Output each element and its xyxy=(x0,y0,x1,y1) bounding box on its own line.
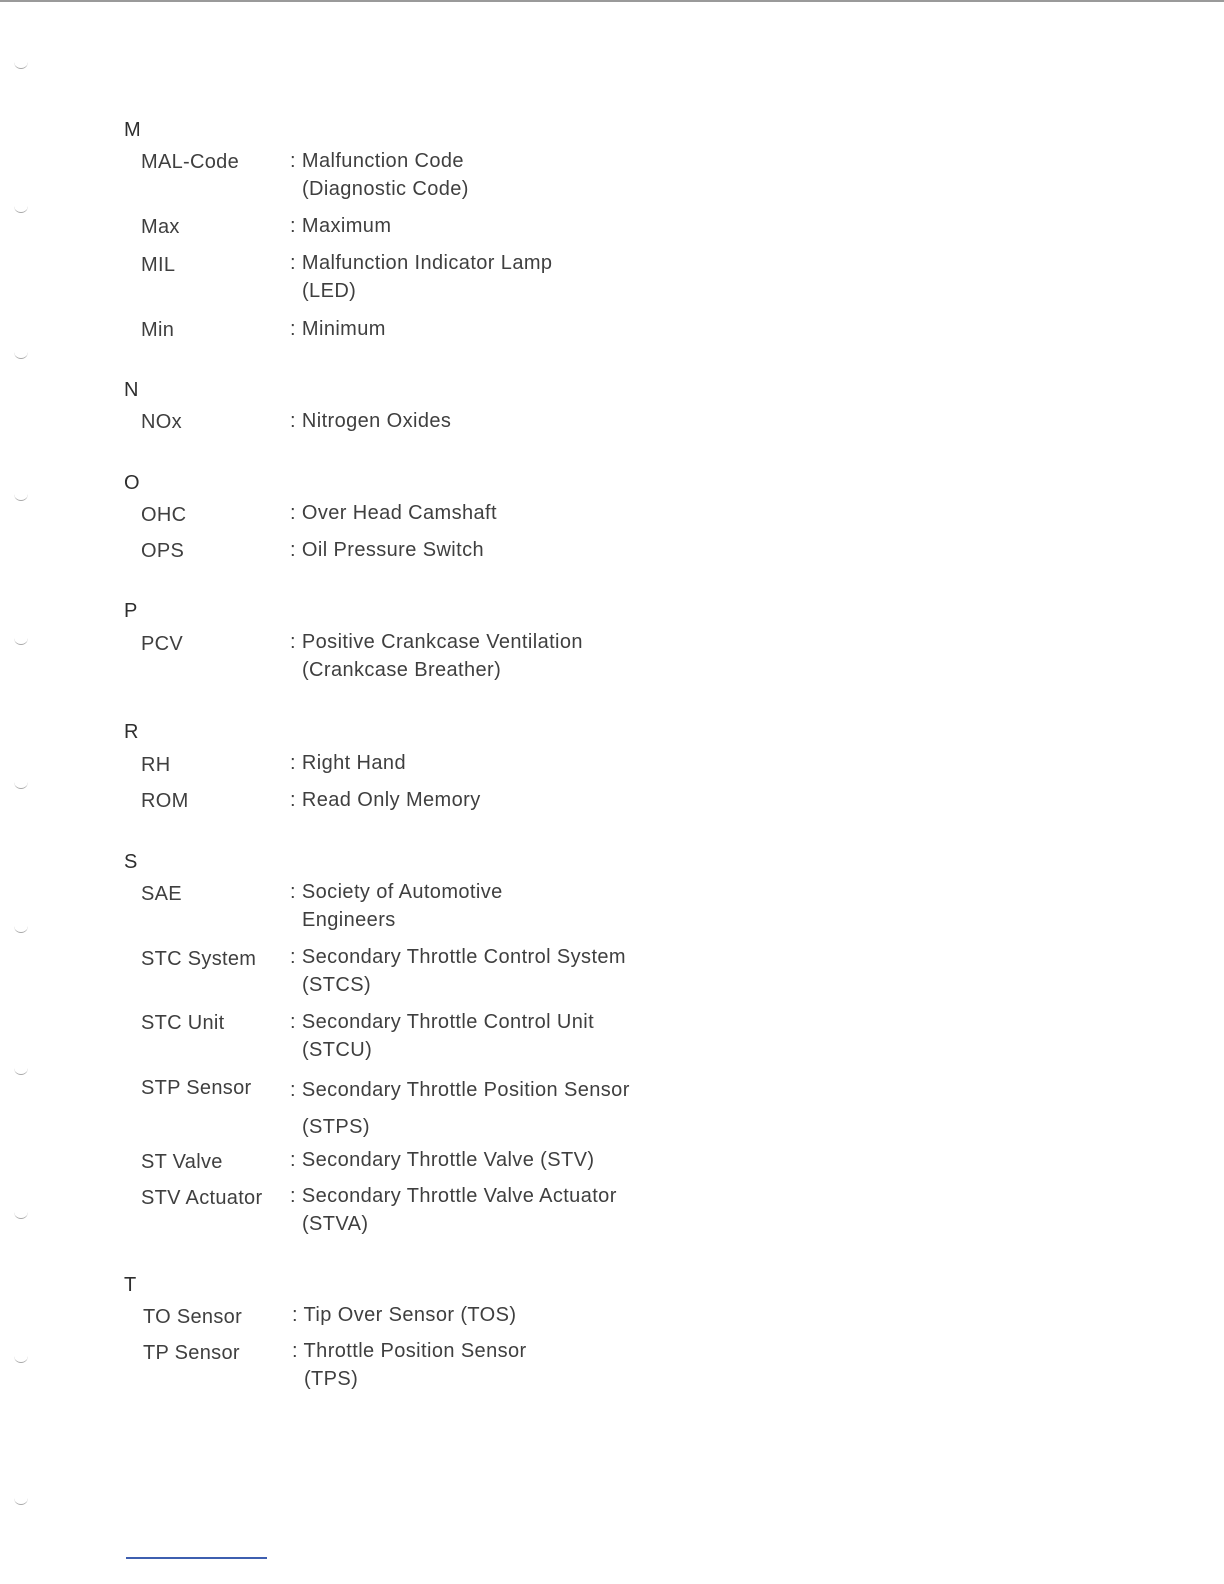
definition-text: : Nitrogen Oxides xyxy=(290,410,452,432)
glossary-term: SAE xyxy=(141,883,182,905)
glossary-term: Min xyxy=(141,319,175,341)
glossary-term: MAL-Code xyxy=(141,151,239,173)
definition-text: : Oil Pressure Switch xyxy=(290,539,485,561)
definition-text: : Throttle Position Sensor xyxy=(292,1340,527,1362)
section-letter-t: T xyxy=(124,1274,137,1296)
section-letter-r: R xyxy=(124,721,139,743)
definition-continuation: (TPS) xyxy=(304,1368,359,1390)
binder-hole-mark xyxy=(14,782,28,789)
glossary-term: RH xyxy=(141,754,171,776)
glossary-term: OHC xyxy=(141,504,187,526)
binder-hole-mark xyxy=(14,926,28,933)
definition-text: : Secondary Throttle Control Unit xyxy=(290,1011,595,1033)
glossary-definition xyxy=(290,147,469,203)
glossary-definition xyxy=(290,315,386,343)
definition-continuation: (Crankcase Breather) xyxy=(302,659,502,681)
glossary-definition xyxy=(290,878,503,934)
glossary-definition xyxy=(290,249,552,305)
definition-text: : Tip Over Sensor (TOS) xyxy=(292,1304,517,1326)
glossary-definition xyxy=(290,536,484,564)
definition-continuation: (STPS) xyxy=(302,1116,370,1138)
binder-hole-mark xyxy=(14,206,28,213)
footer-rule xyxy=(126,1557,267,1559)
binder-hole-mark xyxy=(14,638,28,645)
definition-continuation: Engineers xyxy=(302,909,396,931)
glossary-definition xyxy=(290,1072,630,1146)
glossary-definition xyxy=(292,1301,516,1329)
definition-text: : Society of Automotive xyxy=(290,881,503,903)
scan-top-edge xyxy=(0,0,1224,6)
definition-continuation: (STCS) xyxy=(302,974,372,996)
definition-text: : Malfunction Code xyxy=(290,150,464,172)
section-letter-n: N xyxy=(124,379,139,401)
glossary-definition xyxy=(290,212,391,240)
section-letter-p: P xyxy=(124,600,138,622)
glossary-term: ST Valve xyxy=(141,1151,223,1173)
definition-continuation: (STVA) xyxy=(302,1213,369,1235)
section-letter-o: O xyxy=(124,472,140,494)
glossary-term: PCV xyxy=(141,633,184,655)
definition-continuation: (LED) xyxy=(302,280,357,302)
binder-hole-mark xyxy=(14,1498,28,1505)
glossary-term: TO Sensor xyxy=(143,1306,243,1328)
glossary-term: ROM xyxy=(141,790,189,812)
glossary-term: STC System xyxy=(141,948,257,970)
binder-hole-mark xyxy=(14,352,28,359)
glossary-term: TP Sensor xyxy=(143,1342,240,1364)
definition-text: : Maximum xyxy=(290,215,392,237)
definition-text: : Secondary Throttle Position Sensor xyxy=(290,1079,630,1101)
definition-text: : Secondary Throttle Valve (STV) xyxy=(290,1149,595,1171)
glossary-definition xyxy=(290,628,583,684)
glossary-term: MIL xyxy=(141,254,176,276)
glossary-definition xyxy=(292,1337,527,1393)
definition-text: : Positive Crankcase Ventilation xyxy=(290,631,583,653)
definition-text: : Malfunction Indicator Lamp xyxy=(290,252,553,274)
binder-hole-mark xyxy=(14,494,28,501)
definition-text: : Read Only Memory xyxy=(290,789,481,811)
glossary-term: STV Actuator xyxy=(141,1187,263,1209)
section-letter-m: M xyxy=(124,119,141,141)
definition-continuation: (STCU) xyxy=(302,1039,373,1061)
section-letter-s: S xyxy=(124,851,138,873)
definition-text: : Secondary Throttle Valve Actuator xyxy=(290,1185,617,1207)
binder-hole-mark xyxy=(14,1068,28,1075)
definition-text: : Secondary Throttle Control System xyxy=(290,946,626,968)
glossary-definition xyxy=(290,1008,594,1064)
glossary-definition xyxy=(290,943,626,999)
glossary-term: NOx xyxy=(141,411,182,433)
glossary-term: OPS xyxy=(141,540,185,562)
glossary-definition xyxy=(290,499,497,527)
glossary-term: Max xyxy=(141,216,180,238)
definition-text: : Minimum xyxy=(290,318,386,340)
binder-hole-mark xyxy=(14,1212,28,1219)
binder-hole-mark xyxy=(14,62,28,69)
definition-continuation: (Diagnostic Code) xyxy=(302,178,469,200)
glossary-definition xyxy=(290,1146,594,1174)
glossary-definition xyxy=(290,407,451,435)
glossary-definition xyxy=(290,1182,617,1238)
definition-text: : Right Hand xyxy=(290,752,406,774)
binder-hole-mark xyxy=(14,1356,28,1363)
glossary-term: STC Unit xyxy=(141,1012,225,1034)
glossary-definition xyxy=(290,749,406,777)
glossary-term: STP Sensor xyxy=(141,1077,252,1099)
glossary-definition xyxy=(290,786,481,814)
definition-text: : Over Head Camshaft xyxy=(290,502,497,524)
